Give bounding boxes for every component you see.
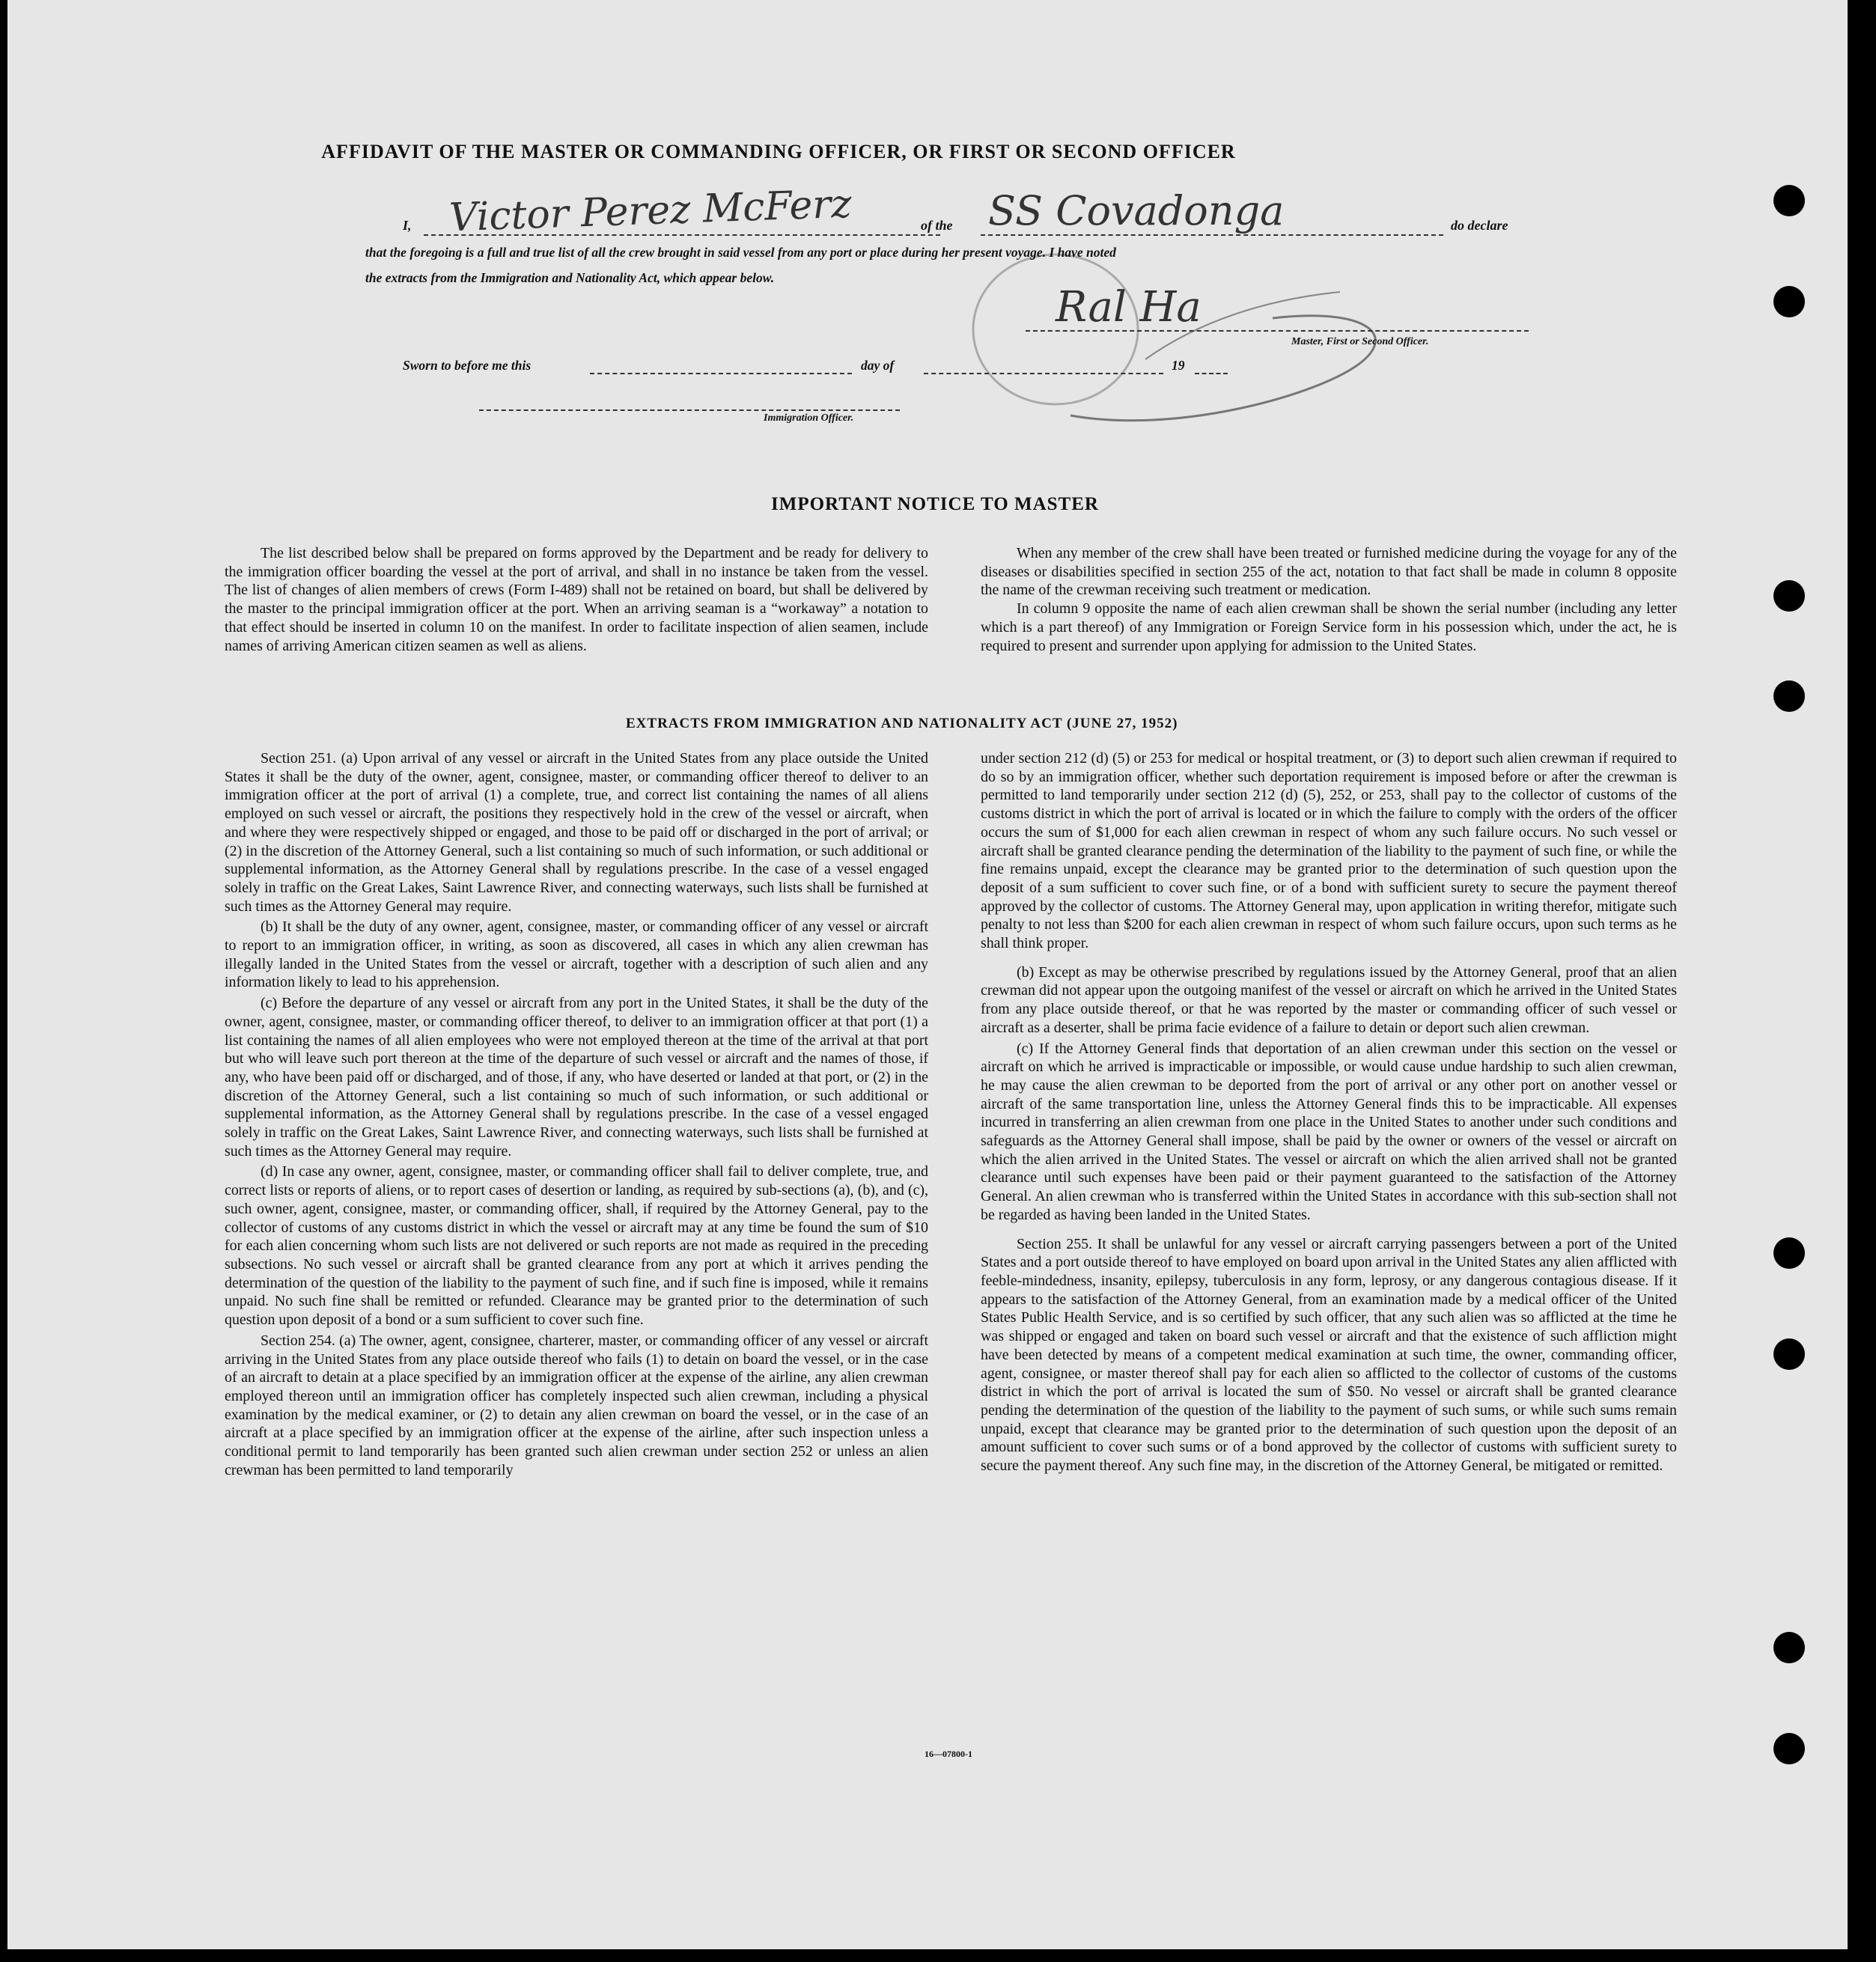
notice-right-paragraph-2: In column 9 opposite the name of each alien crewman shall be shown the serial number (including any letter which is a part thereof) of any Immigration or Foreign Service form in his possession which, under the act, he is required to present and surrender upon applying for admission to the United States. (981, 600, 1677, 654)
signature-line[interactable] (1026, 330, 1529, 332)
extracts-title: EXTRACTS FROM IMMIGRATION AND NATIONALITY ACT (JUNE 27, 1952) (626, 716, 1178, 731)
sworn-label: Sworn to before me this (403, 358, 532, 373)
signer-caption: Master, First or Second Officer. (1291, 336, 1429, 347)
section-254-a-continued: under section 212 (d) (5) or 253 for medical or hospital treatment, or (3) to deport such alien crewman if required to do so by an immigration officer, whether such deportation requirement is imposed before or after the crewman is permitted to land temporarily under section 212 (d) (5), 252, or 253, shall pay to the collector of customs of the customs district in which the port of arrival is located or in which the failure to comply with the orders of the officer occurs the sum of $1,000 for each alien crewman in respect of whom any such failure occurs. No such vessel or aircraft shall be granted clearance pending the determination of the liability to the payment of such fine, or while the fine remains unpaid, except the clearance may be granted prior to the determination of such question upon the deposit of a sum sufficient to cover such fine, or of a bond with sufficient surety to secure the payment thereof approved by the collector of customs. The Attorney General may, upon application in writing therefor, mitigate such penalty to not less than $200 for each alien crewman in respect of whom such failure occurs, upon such terms as he shall think proper. (981, 750, 1677, 952)
immigration-officer-caption: Immigration Officer. (764, 412, 854, 424)
declarant-name-handwriting: Victor Perez McFerz (448, 181, 853, 241)
punch-hole (1773, 1733, 1805, 1764)
extracts-right-column (981, 749, 1677, 1475)
document-page (7, 0, 1848, 1949)
notice-right-paragraph-1: When any member of the crew shall have been treated or furnished medicine during the voyage for any of the diseases or disabilities specified in section 255 of the act, notation to that fact shall be made in column 8 opposite the name of the crewman receiving such treatment or medication. (981, 545, 1677, 599)
immigration-officer-line[interactable] (479, 409, 900, 411)
punch-hole (1773, 1338, 1805, 1370)
section-255: Section 255. It shall be unlawful for any vessel or aircraft carrying passengers between a port of the United States and a port outside thereof to have employed on board upon arrival in the United States any alien afflicted with feeble-mindedness, insanity, epilepsy, tuberculosis in any form, leprosy, or any dangerous contagious disease. If it appears to the satisfaction of the Attorney General, from an examination made by a medical officer of the United States Public Health Service, and is so certified by such officer, that any such alien was so afflicted at the time he was shipped or engaged and taken on board such vessel or aircraft and that the existence of such affliction might have been detected by means of a competent medical examination at such time, the owner, commanding officer, agent, consignee, or master thereof shall pay for each alien so afflicted to the collector of customs of the customs district in which the port of arrival is located the sum of $50. No vessel or aircraft shall be granted clearance pending the determination of the question of the liability to the payment of such sums, or while such sums remain unpaid, except that clearance may be granted prior to the determination of such question upon the deposit of an amount sufficient to cover such sums or of a bond approved by the collector of customs with sufficient surety to secure the payment thereof. Any such fine may, in the discretion of the Attorney General, be mitigated or remitted. (981, 1235, 1677, 1475)
section-251-c: (c) Before the departure of any vessel or aircraft from any port in the United States, it shall be the duty of the owner, agent, consignee, master, or commanding officer thereof, to deliver to an immigration officer at that port (1) a list containing the names of all alien employees who were not employed thereon at the time of the arrival at that port but who will leave such port thereon at the time of the departure of such vessel or aircraft and the names of those, if any, who have been paid off or discharged, and of those, if any, who have deserted or landed at that port, or (2) in the discretion of the Attorney General, such a list containing so much of such information, or such additional or supplemental information, as the Attorney General shall by regulations prescribe. In the case of a vessel engaged solely in traffic on the Great Lakes, Saint Lawrence River, and connecting waterways, such lists shall be furnished at such times as the Attorney General may require. (225, 995, 928, 1160)
vessel-name-handwriting: SS Covadonga (988, 187, 1285, 234)
year-prefix: 19 (1172, 358, 1185, 373)
section-251-d: (d) In case any owner, agent, consignee, master, or commanding officer shall fail to deliver complete, true, and correct lists or reports of aliens, or to report cases of desertion or landing, as required by sub-sections (a), (b), and (c), such owner, agent, consignee, master, or commanding officer, shall, if required by the Attorney General, pay to the collector of customs of any customs district in which the vessel or aircraft may at any time be found the sum of $10 for each alien concerning whom such lists are not delivered or such reports are not made as required in the preceding subsections. No such vessel or aircraft shall be granted clearance from any port at which it arrives pending the determination of the question of the liability to the payment of such fine, and if such fine is imposed, while it remains unpaid. No such fine shall be remitted or refunded. Clearance may be granted prior to the determination of such question upon deposit of a bond or a sum sufficient to cover such fine. (225, 1163, 928, 1329)
signature-handwriting: Ral Ha (1056, 283, 1202, 332)
notice-right-column (981, 544, 1677, 655)
sworn-day-line[interactable] (590, 373, 852, 374)
sworn-year-line[interactable] (1195, 373, 1228, 374)
extracts-left-column (225, 749, 928, 1479)
section-251-a: Section 251. (a) Upon arrival of any vessel or aircraft in the United States from any place outside the United States it shall be the duty of the owner, agent, consignee, master, or commanding officer thereof to deliver to an immigration officer at the port of arrival (1) a complete, true, and correct list containing the names of all aliens employed on such vessel or aircraft, the positions they respectively hold in the crew of the vessel or aircraft, when and where they were respectively shipped or engaged, and those to be paid off or discharged in the port of arrival; or (2) in the discretion of the Attorney General, such a list containing so much of such information, or such additional or supplemental information, as the Attorney General shall by regulations prescribe. In the case of a vessel engaged solely in traffic on the Great Lakes, Saint Lawrence River, and connecting waterways, such lists shall be furnished at such times as the Attorney General may require. (225, 750, 928, 915)
sworn-month-line[interactable] (924, 373, 1163, 374)
punch-hole (1773, 1237, 1805, 1269)
affidavit-statement-line3: the extracts from the Immigration and Nationality Act, which appear below. (365, 270, 775, 285)
notice-left-column (225, 544, 928, 655)
notice-left-paragraph: The list described below shall be prepared on forms approved by the Department and be ready for delivery to the immigration officer boarding the vessel at the port of arrival, and shall in no instance be taken from the vessel. The list of changes of alien members of crews (Form I-489) shall not be retained on board, but shall be delivered by the master to the principal immigration officer at the port. When an arriving seaman is a “workaway” a notation to that effect should be inserted in column 10 on the manifest. In order to facilitate inspection of alien seamen, include names of arriving American citizen seamen as well as aliens. (225, 545, 928, 654)
do-declare-label: do declare (1451, 218, 1508, 233)
punch-hole (1773, 1632, 1805, 1663)
declarant-prefix: I, (403, 218, 412, 233)
of-the-label: of the (921, 218, 953, 233)
punch-hole (1773, 580, 1805, 612)
section-254-b: (b) Except as may be otherwise prescribed by regulations issued by the Attorney General, proof that an alien crewman did not appear upon the outgoing manifest of the vessel or aircraft on which he arrived in the United States from any place outside thereof, or that he was reported by the master or commanding officer of such vessel or aircraft as a deserter, shall be prima facie evidence of a failure to detain or deport such alien crewman. (981, 963, 1677, 1036)
punch-hole (1773, 680, 1805, 712)
affidavit-statement-line2: that the foregoing is a full and true list of all the crew brought in said vessel from any port or place during her present voyage. I have noted (365, 245, 1116, 260)
vessel-name-line[interactable] (981, 234, 1443, 236)
section-251-b: (b) It shall be the duty of any owner, agent, consignee, master, or commanding officer of any vessel or aircraft to report to an immigration officer, in writing, as soon as discovered, all cases in which any alien crewman has illegally landed in the United States from the vessel or aircraft, together with a description of such alien and any information likely to lead to his apprehension. (225, 918, 928, 991)
section-254-c: (c) If the Attorney General finds that deportation of an alien crewman under this section on the vessel or aircraft on which he arrived is impracticable or impossible, or would cause undue hardship to such alien crewman, he may cause the alien crewman to be deported from the port of arrival or any other port on another vessel or aircraft of the same transportation line, unless the Attorney General finds this to be impracticable. All expenses incurred in transferring an alien crewman from one place in the United States to another under such conditions and safeguards as the Attorney General shall impose, shall be paid by the owner or owners of the vessel or aircraft on which the alien arrived in the United States. The vessel or aircraft on which the alien arrived shall not be granted clearance until such expenses have been paid or their payment guaranteed to the satisfaction of the Attorney General. An alien crewman who is transferred within the United States in accordance with this sub-section shall not be regarded as having been landed in the United States. (981, 1040, 1677, 1223)
punch-hole (1773, 286, 1805, 317)
form-number: 16—07800-1 (925, 1749, 972, 1759)
day-of-label: day of (861, 358, 895, 373)
punch-hole (1773, 185, 1805, 216)
section-254-a: Section 254. (a) The owner, agent, consignee, charterer, master, or commanding officer of any vessel or aircraft arriving in the United States from any place outside thereof who fails (1) to detain on board the vessel, or in the case of an aircraft to detain at a place specified by an immigration officer at the expense of the airline, any alien crewman employed thereon until an immigration officer has completely inspected such alien crewman, including a physical examination by the medical examiner, or (2) to detain any alien crewman on board the vessel, or in the case of an aircraft at a place specified by an immigration officer at the expense of the airline, after such inspection unless a conditional permit to land temporarily has been granted such alien crewman under section 252 or unless an alien crewman has been permitted to land temporarily (225, 1332, 928, 1478)
affidavit-title: AFFIDAVIT OF THE MASTER OR COMMANDING OFFICER, OR FIRST OR SECOND OFFICER (321, 141, 1236, 162)
notice-title: IMPORTANT NOTICE TO MASTER (771, 494, 1099, 514)
